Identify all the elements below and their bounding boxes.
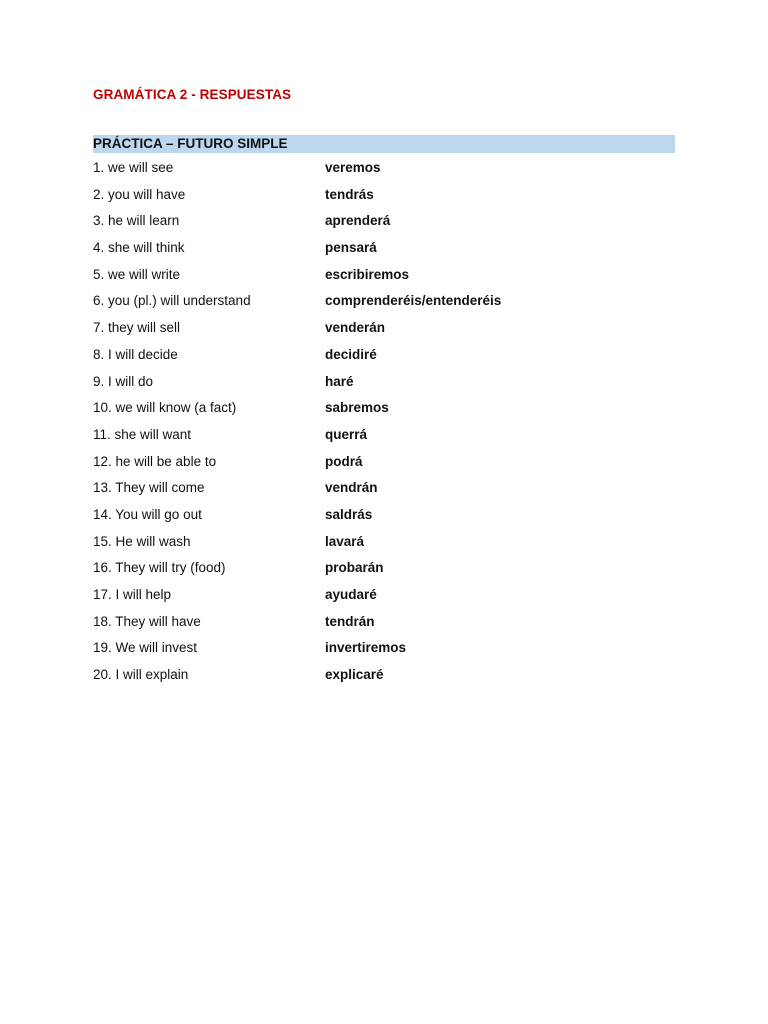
spanish-answer: invertiremos	[325, 640, 407, 656]
list-item	[93, 320, 675, 347]
list-item	[93, 560, 675, 587]
spanish-answer: pensará	[325, 240, 377, 256]
english-prompt: 6. you (pl.) will understand	[93, 293, 251, 309]
spanish-answer: lavará	[325, 533, 365, 549]
list-item	[93, 480, 675, 507]
spanish-answer: podrá	[325, 453, 363, 469]
spanish-answer: saldrás	[325, 506, 373, 522]
english-prompt: 3. he will learn	[93, 213, 180, 229]
english-prompt: 20. I will explain	[93, 667, 189, 683]
list-item	[93, 267, 675, 294]
english-prompt: 9. I will do	[93, 373, 154, 389]
spanish-answer: vendrán	[325, 480, 378, 496]
spanish-answer: tendrán	[325, 613, 375, 629]
english-prompt: 4. she will think	[93, 240, 185, 256]
english-prompt: 13. They will come	[93, 480, 205, 496]
list-item	[93, 587, 675, 614]
english-prompt: 18. They will have	[93, 613, 201, 629]
list-item	[93, 507, 675, 534]
english-prompt: 7. they will sell	[93, 320, 181, 336]
spanish-answer: comprenderéis/entenderéis	[325, 293, 502, 309]
list-item	[93, 400, 675, 427]
spanish-answer: tendrás	[325, 186, 374, 202]
list-item	[93, 374, 675, 401]
spanish-answer: haré	[325, 373, 354, 389]
list-item	[93, 213, 675, 240]
list-item	[93, 640, 675, 667]
english-prompt: 12. he will be able to	[93, 453, 217, 469]
spanish-answer: sabremos	[325, 400, 389, 416]
spanish-answer: veremos	[325, 160, 381, 175]
english-prompt: 11. she will want	[93, 426, 192, 442]
list-item	[93, 454, 675, 481]
english-prompt: 10. we will know (a fact)	[93, 400, 237, 416]
spanish-answer: venderán	[325, 320, 386, 336]
english-prompt: 2. you will have	[93, 186, 186, 202]
list-item	[93, 293, 675, 320]
answer-list	[93, 160, 675, 694]
list-item	[93, 667, 675, 694]
list-item	[93, 427, 675, 454]
section-header	[93, 135, 675, 153]
english-prompt: 1. we will see	[93, 160, 174, 175]
list-item	[93, 187, 675, 214]
spanish-answer: explicaré	[325, 667, 384, 683]
spanish-answer: decidiré	[325, 346, 377, 362]
section-title: PRÁCTICA – FUTURO SIMPLE	[93, 136, 288, 151]
list-item	[93, 347, 675, 374]
spanish-answer: ayudaré	[325, 587, 377, 602]
english-prompt: 17. I will help	[93, 587, 172, 602]
english-prompt: 5. we will write	[93, 266, 181, 282]
english-prompt: 15. He will wash	[93, 533, 191, 549]
list-item	[93, 614, 675, 641]
list-item	[93, 160, 675, 187]
spanish-answer: aprenderá	[325, 213, 391, 229]
list-item	[93, 240, 675, 267]
english-prompt: 8. I will decide	[93, 346, 178, 362]
spanish-answer: probarán	[325, 560, 384, 576]
document-title: GRAMÁTICA 2 - RESPUESTAS	[93, 87, 292, 102]
english-prompt: 19. We will invest	[93, 640, 198, 656]
list-item	[93, 534, 675, 561]
english-prompt: 14. You will go out	[93, 506, 202, 522]
spanish-answer: querrá	[325, 426, 368, 442]
spanish-answer: escribiremos	[325, 266, 410, 282]
english-prompt: 16. They will try (food)	[93, 560, 226, 576]
